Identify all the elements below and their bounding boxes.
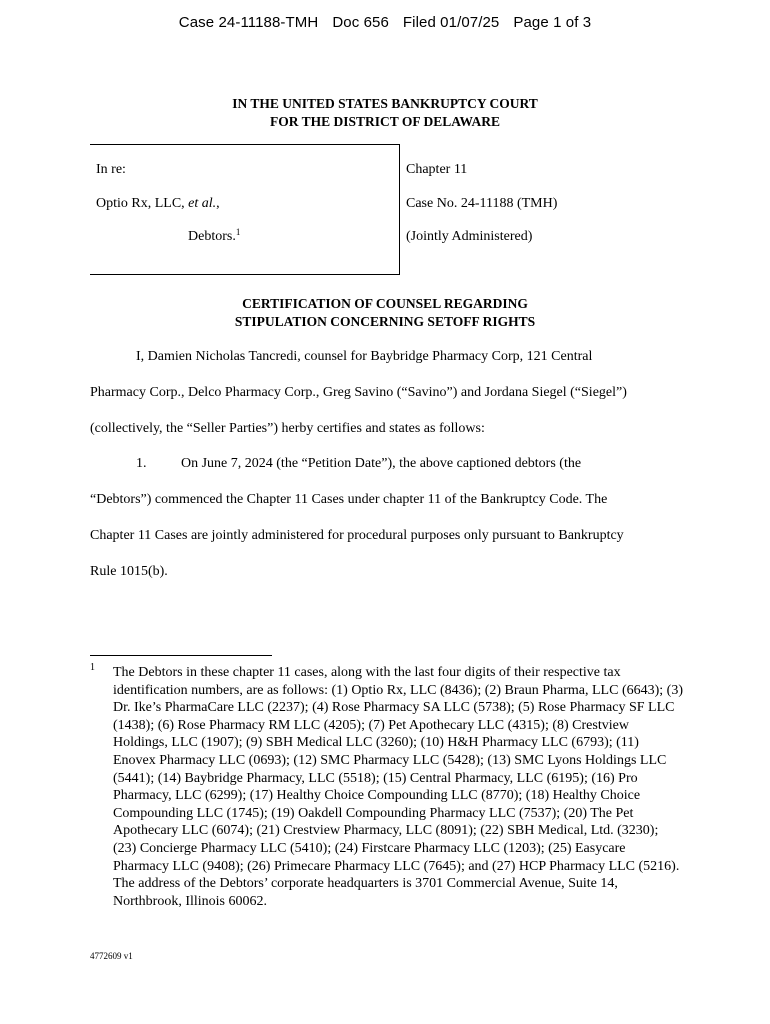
caption-debtor (96, 196, 220, 212)
caption-chapter: Chapter 11 (406, 162, 468, 177)
footnote-ref: 1 (235, 227, 241, 237)
title-line-2: STIPULATION CONCERNING SETOFF RIGHTS (234, 314, 536, 329)
para1-line-4: Rule 1015(b). (90, 564, 168, 579)
stamp-case: Case 24-11188-TMH (178, 14, 319, 31)
para1-number: 1. (136, 456, 147, 471)
title-line-1: CERTIFICATION OF COUNSEL REGARDING (242, 296, 528, 311)
para1-line-3: Chapter 11 Cases are jointly administered for procedural purposes only pursuant to Bankruptcy (90, 528, 624, 543)
caption-debtor-name: Optio Rx, LLC, (96, 196, 185, 211)
intro-line-2: Pharmacy Corp., Delco Pharmacy Corp., Greg Savino (“Savino”) and Jordana Siegel (“Siegel”) (90, 385, 627, 400)
caption-debtor-comma: , (216, 196, 220, 211)
stamp-doc: Doc 656 (332, 14, 389, 31)
intro-line-1: I, Damien Nicholas Tancredi, counsel for Baybridge Pharmacy Corp, 121 Central (136, 349, 593, 364)
document-id: 4772609 v1 (90, 951, 133, 961)
caption-bottom-rule (90, 274, 400, 275)
caption-et-al: et al. (188, 196, 217, 211)
caption-in-re: In re: (96, 162, 126, 177)
intro-line-3: (collectively, the “Seller Parties”) herby certifies and states as follows: (90, 421, 485, 436)
caption-case-no: Case No. 24-11188 (TMH) (406, 196, 558, 211)
court-line-2: FOR THE DISTRICT OF DELAWARE (269, 114, 501, 129)
stamp-page: Page 1 of 3 (513, 14, 592, 31)
caption-top-rule (90, 144, 400, 145)
caption-jointly: (Jointly Administered) (406, 229, 533, 244)
document-title (0, 295, 770, 331)
stamp-filed: Filed 01/07/25 (402, 14, 500, 31)
footnote-text: The Debtors in these chapter 11 cases, along with the last four digits of their respective tax identification numbers, are as follows: (1) Optio Rx, LLC (8436); (2) Braun Pharma, LLC (6643); (3) Dr. Ike’s PharmaCare LLC (2237); (4) Rose Pharmacy SA LLC (5738); (5) Rose Pharmacy SF LLC (1438); (6) Rose Pharmacy RM LLC (4205); (7) Pet Apothecary LLC (4315); (8) Crestview Holdings, LLC (1907); (9) SBH Medical LLC (3260); (10) H&H Pharmacy LLC (6793); (11) Enovex Pharmacy LLC (0693); (12) SMC Pharmacy LLC (5428); (13) SMC Lyons Holdings LLC (5441); (14) Baybridge Pharmacy, LLC (5518); (15) Central Pharmacy, LLC (6195); (16) Pro Pharmacy, LLC (6299); (17) Healthy Choice Compounding LLC (8770); (18) Healthy Choice Compounding LLC (1745); (19) Oakdell Compounding Pharmacy LLC (7537); (20) The Pet Apothecary LLC (6074); (21) Crestview Pharmacy, LLC (8091); (22) SBH Medical, Ltd. (3230); (23) Concierge Pharmacy LLC (5410); (24) Firstcare Pharmacy LLC (1203); (25) Easycare Pharmacy LLC (9408); (26) Primecare Pharmacy LLC (7645); and (27) HCP Pharmacy LLC (5216). The address of the Debtors’ corporate headquarters is 3701 Commercial Avenue, Suite 14, Northbrook, Illinois 60062. (113, 665, 683, 909)
footnote-rule (90, 655, 272, 656)
footnote-mark: 1 (90, 662, 95, 673)
para1-line-2: “Debtors”) commenced the Chapter 11 Cases under chapter 11 of the Bankruptcy Code. The (90, 492, 608, 507)
para1-line-1: On June 7, 2024 (the “Petition Date”), the above captioned debtors (the (181, 456, 582, 471)
caption-debtors-label: Debtors.$^1$ (188, 227, 241, 244)
filing-stamp (0, 14, 770, 31)
caption-vertical-rule (399, 144, 400, 275)
court-heading (0, 95, 770, 131)
court-line-1: IN THE UNITED STATES BANKRUPTCY COURT (232, 96, 538, 111)
